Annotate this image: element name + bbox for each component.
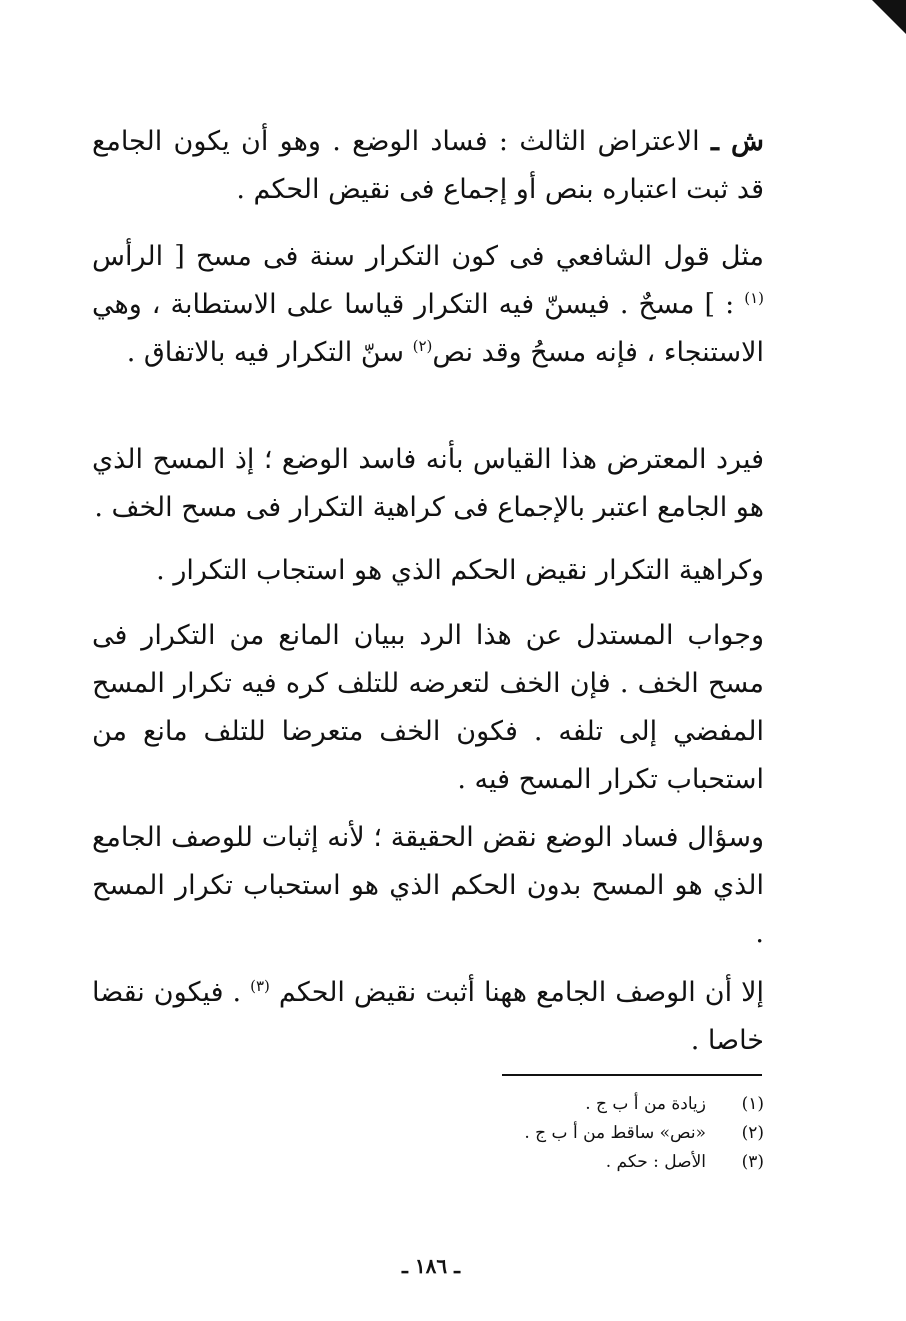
paragraph-objector-reply bbox=[92, 436, 764, 532]
footnote-divider bbox=[502, 1074, 762, 1076]
paragraph-third-objection bbox=[92, 118, 764, 214]
paragraph-answer bbox=[92, 612, 764, 804]
paragraph-repetition-dislike bbox=[92, 547, 764, 595]
footnote-number: (١) bbox=[741, 1094, 764, 1114]
footnotes-block bbox=[380, 1090, 764, 1177]
paragraph-special-refutation bbox=[92, 969, 764, 1065]
paragraph-text: سنّ التكرار فيه بالاتفاق . bbox=[126, 337, 413, 368]
paragraph-text: وكراهية التكرار نقيض الحكم الذي هو استجاب التكرار . bbox=[156, 555, 764, 586]
paragraph-text: وجواب المستدل عن هذا الرد ببيان المانع من التكرار فى مسح الخف . فإن الخف لتعرضه للتلف كره فيه تكرار المسح المفضي إلى تلفه . فكون الخف متعرضا للتلف مانع من استحباب تكرار المسح فيه . bbox=[92, 620, 764, 795]
paragraph-shafii-example bbox=[92, 233, 764, 377]
footnote-text: زيادة من أ ب ج . bbox=[585, 1094, 706, 1114]
paragraph-text: : ] مسحٌ . فيسنّ فيه التكرار قياسا على الاستطابة ، وهي الاستنجاء ، فإنه مسحُ وقد نص bbox=[92, 289, 764, 368]
paragraph-text: فيرد المعترض هذا القياس بأنه فاسد الوضع ؛ إذ المسح الذي هو الجامع اعتبر بالإجماع فى كراهية التكرار فى مسح الخف . bbox=[92, 444, 764, 523]
footnote-ref-2: (٢) bbox=[412, 337, 433, 355]
footnote-ref-1: (١) bbox=[744, 289, 764, 307]
page-number: ـ ١٨٦ ـ bbox=[402, 1254, 460, 1278]
paragraph-corrupt-basis-question bbox=[92, 814, 764, 958]
paragraph-text: وسؤال فساد الوضع نقض الحقيقة ؛ لأنه إثبات للوصف الجامع الذي هو المسح بدون الحكم الذي هو استحباب تكرار المسح . bbox=[92, 822, 764, 949]
corner-triangle-mark bbox=[872, 0, 906, 34]
paragraph-lead-marker: ش ـ bbox=[711, 126, 764, 157]
footnote-number: (٢) bbox=[741, 1123, 764, 1143]
paragraph-text: مثل قول الشافعي فى كون التكرار سنة فى مسح [ الرأس bbox=[92, 241, 764, 272]
paragraph-text: إلا أن الوصف الجامع ههنا أثبت نقيض الحكم bbox=[269, 977, 765, 1008]
footnote-ref-3: (٣) bbox=[250, 977, 270, 995]
footnote-number: (٣) bbox=[741, 1152, 764, 1172]
footnote-2 bbox=[380, 1119, 764, 1148]
footnote-text: «نص» ساقط من أ ب ج . bbox=[524, 1123, 706, 1143]
footnote-3 bbox=[380, 1148, 764, 1177]
footnote-1 bbox=[380, 1090, 764, 1119]
paragraph-text: الاعتراض الثالث : فساد الوضع . وهو أن يكون الجامع قد ثبت اعتباره بنص أو إجماع فى نقيض الحكم . bbox=[92, 126, 764, 205]
footnote-text: الأصل : حكم . bbox=[605, 1152, 706, 1172]
paragraph-text: . فيكون نقضا خاصا . bbox=[92, 977, 764, 1056]
